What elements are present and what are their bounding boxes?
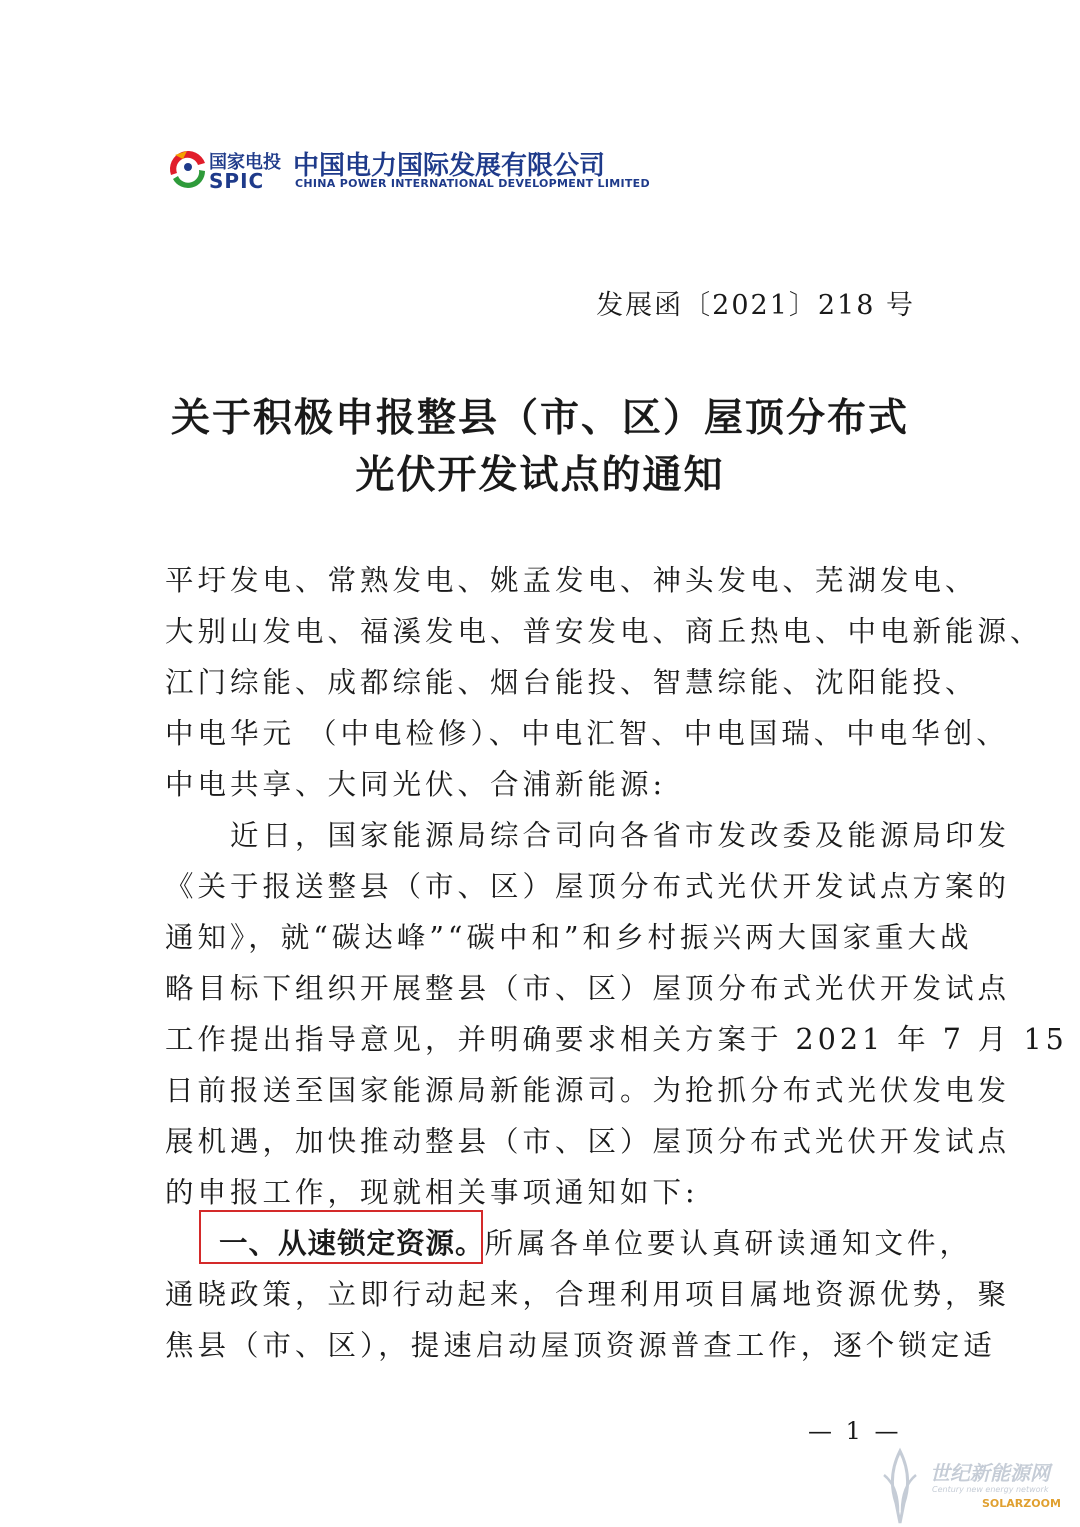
recipient-line: 中电华元 （中电检修）、中电汇智、中电国瑞、中电华创、 [165, 717, 1009, 750]
section-1-heading: 一、从速锁定资源。 [219, 1227, 485, 1260]
watermark-text-cn: 世纪新能源网 [930, 1461, 1050, 1485]
section-1-line [219, 1221, 973, 1262]
document-title-line-2: 光伏开发试点的通知 [355, 452, 725, 498]
body-text-line: 近日，国家能源局综合司向各省市发改委及能源局印发 [165, 819, 1011, 852]
watermark-logo-icon [870, 1445, 930, 1527]
watermark [870, 1445, 1080, 1527]
body-text-line: 日前报送至国家能源局新能源司。为抢抓分布式光伏发电发 [165, 1074, 1011, 1107]
body-text-line: 展机遇，加快推动整县（市、区）屋顶分布式光伏开发试点 [165, 1125, 1011, 1158]
document-number: 发展函〔2021〕218 号 [596, 290, 915, 321]
spic-logo-icon [165, 145, 211, 191]
logo-text-company-en: CHINA POWER INTERNATIONAL DEVELOPMENT LIMITED [295, 177, 650, 190]
recipient-line: 江门综能、成都综能、烟台能投、智慧综能、沈阳能投、 [165, 666, 978, 699]
body-text-line: 焦县（市、区），提速启动屋顶资源普查工作，逐个锁定适 [165, 1329, 996, 1362]
body-text-line: 的申报工作，现就相关事项通知如下: [165, 1176, 699, 1209]
watermark-site: SOLARZOOM [982, 1497, 1061, 1510]
recipient-line: 大别山发电、福溪发电、普安发电、商丘热电、中电新能源、 [165, 615, 1043, 648]
body-text-line: 略目标下组织开展整县（市、区）屋顶分布式光伏开发试点 [165, 972, 1011, 1005]
body-text-line: 通晓政策，立即行动起来，合理利用项目属地资源优势，聚 [165, 1278, 1011, 1311]
document-title-line-1: 关于积极申报整县（市、区）屋顶分布式 [170, 395, 909, 441]
watermark-text-en: Century new energy network [932, 1485, 1049, 1494]
page-number: — 1 — [808, 1417, 902, 1445]
body-text-line: 通知》，就“碳达峰”“碳中和”和乡村振兴两大国家重大战 [165, 921, 973, 954]
logo-text-company-cn: 中国电力国际发展有限公司 [293, 151, 606, 181]
logo-text-cn-short: 国家电投 [209, 152, 281, 173]
recipient-line: 平圩发电、常熟发电、姚孟发电、神头发电、芜湖发电、 [165, 564, 978, 597]
body-text-line: 《关于报送整县（市、区）屋顶分布式光伏开发试点方案的 [165, 870, 1011, 903]
section-1-text: 所属各单位要认真研读通知文件， [484, 1227, 973, 1260]
body-text-line: 工作提出指导意见，并明确要求相关方案于 2021 年 7 月 15 [165, 1023, 1068, 1056]
logo-text-spic: SPIC [209, 169, 265, 193]
recipient-line: 中电共享、大同光伏、合浦新能源: [165, 768, 667, 801]
